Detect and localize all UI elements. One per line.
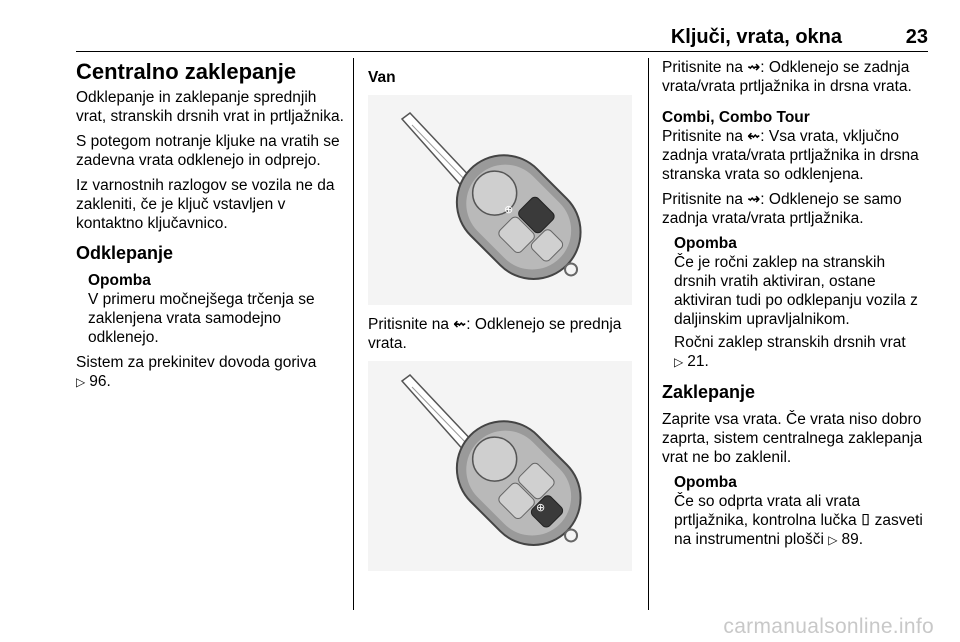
note-title: Opomba <box>674 474 737 491</box>
paragraph-text: Pritisnite na <box>662 59 743 76</box>
section-title: Zaklepanje <box>662 382 756 402</box>
note-text: Če je ročni zaklep na stranskih drsnih vratih aktiviran, ostane aktiviran tudi po odklepanju vozila z daljinskim upravljalnikom. <box>674 254 918 328</box>
key-fob-figure-rear <box>368 361 632 571</box>
paragraph <box>662 127 930 184</box>
paragraph-text: Pritisnite na <box>662 128 743 145</box>
note-title: Opomba <box>674 235 737 252</box>
paragraph <box>368 315 636 353</box>
paragraph: S potegom notranje kljuke na vratih se zadevna vrata odklenejo in odprejo. <box>76 133 340 169</box>
car-front-unlock-icon: ⇜ <box>453 316 467 333</box>
column-divider <box>648 58 649 610</box>
note-box <box>662 234 930 372</box>
note-box <box>76 271 344 347</box>
paragraph: Odklepanje in zaklepanje sprednjih vrat, stranskih drsnih vrat in prtljažnika. <box>76 89 344 125</box>
paragraph-text: : Vsa vrata, vključno zadnja vrata/vrata prtljažnika in drsna stranska vrata so odklenjena. <box>662 128 919 183</box>
paragraph-text: : Odklenejo se prednja vrata. <box>368 316 622 352</box>
paragraph-text: Pritisnite na <box>368 316 449 333</box>
paragraph-text: Pritisnite na <box>662 191 743 208</box>
header-title: Ključi, vrata, okna <box>670 26 842 48</box>
subsection-title: Odklepanje <box>76 243 174 263</box>
paragraph <box>76 353 344 392</box>
key-fob-body <box>437 136 608 305</box>
column-1 <box>76 58 344 398</box>
note-text-part: zasveti na instrumentni plošči <box>674 512 923 548</box>
rear-unlock-button-icon: ⊕ <box>536 501 546 514</box>
unlock-button-icon: ⊕ <box>504 203 514 216</box>
watermark: carmanualsonline.info <box>723 615 934 638</box>
variant-label: Van <box>368 69 396 86</box>
note-box <box>662 473 930 550</box>
column-3 <box>662 58 930 556</box>
section-title: Centralno zaklepanje <box>76 59 297 84</box>
paragraph: Zaprite vsa vrata. Če vrata niso dobro zaprta, sistem centralnega zaklepanja vrat ne bo zaklenil. <box>662 411 923 466</box>
header-rule <box>76 51 928 52</box>
page-reference-link[interactable]: ▷ 89. <box>828 531 863 548</box>
key-fob-body <box>437 402 608 571</box>
note-text-part: Ročni zaklep stranskih drsnih vrat <box>674 334 906 351</box>
page-reference-link[interactable]: ▷ 21. <box>674 353 709 370</box>
paragraph-text: : Odklenejo se zadnja vrata/vrata prtljažnika in drsna vrata. <box>662 59 912 95</box>
car-front-unlock-icon: ⇜ <box>747 128 761 145</box>
variant-label: Combi, Combo Tour <box>662 109 810 126</box>
paragraph-text: : Odklenejo se samo zadnja vrata/vrata prtljažnika. <box>662 191 902 227</box>
page-reference-link[interactable]: ▷ 96. <box>76 373 111 390</box>
column-divider <box>353 58 354 610</box>
note-title: Opomba <box>88 272 151 289</box>
paragraph-text: Sistem za prekinitev dovoda goriva <box>76 354 317 371</box>
door-open-icon: ⌷ <box>860 512 871 529</box>
note-text <box>674 492 930 550</box>
car-rear-unlock-icon: ⇝ <box>747 59 761 76</box>
page-number: 23 <box>905 26 928 48</box>
paragraph <box>662 58 930 96</box>
column-2 <box>368 58 636 581</box>
key-fob-figure-front <box>368 95 632 305</box>
note-text-part: Če so odprta vrata ali vrata prtljažnika, kontrolna lučka <box>674 493 861 529</box>
paragraph: Iz varnostnih razlogov se vozila ne da zakleniti, če je ključ vstavljen v kontaktno ključavnico. <box>76 177 335 232</box>
car-rear-unlock-icon: ⇝ <box>747 191 761 208</box>
paragraph <box>662 190 930 228</box>
note-text: V primeru močnejšega trčenja se zaklenjena vrata samodejno odklenejo. <box>88 291 315 346</box>
note-text <box>674 333 930 372</box>
